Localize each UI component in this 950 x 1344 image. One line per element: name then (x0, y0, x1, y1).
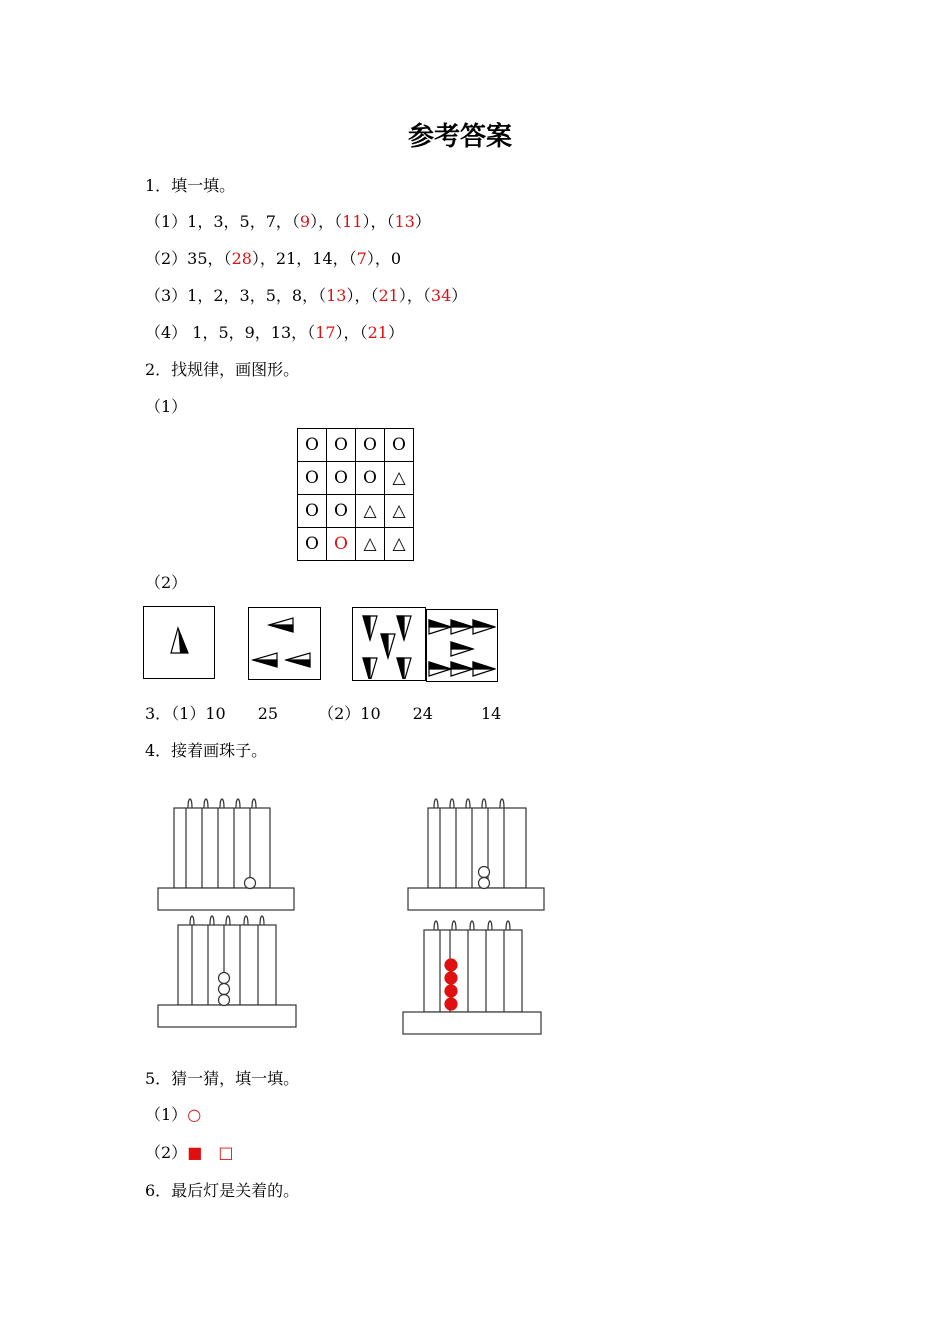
punctuation: （ (370, 286, 379, 305)
answer-value: 21 (367, 323, 388, 342)
punctuation: （ (386, 212, 395, 231)
grid-cell: △ (356, 495, 385, 528)
triangle-icon (144, 607, 213, 677)
shape-box-2 (248, 607, 321, 680)
grid-cell: O (327, 429, 356, 462)
q5-answer-1 (145, 1104, 201, 1126)
punctuation: ）， (335, 323, 360, 342)
q5-a1-prefix: （1） (145, 1105, 188, 1124)
hollow-square-icon: □ (218, 1143, 234, 1162)
grid-row (298, 528, 414, 561)
q1-row-prefix: （3）1，2，3，5，8， (145, 286, 319, 305)
grid-cell: O (298, 462, 327, 495)
shape-box-4 (426, 609, 498, 682)
punctuation: （ (291, 212, 300, 231)
grid-row (298, 462, 414, 495)
answer-value: 28 (231, 249, 252, 268)
abacus-1 (158, 799, 294, 910)
q2-sub1-label: （1） (145, 397, 188, 416)
q1-row-prefix: （4） 1，5，9，13， (145, 323, 308, 342)
grid-cell: △ (385, 495, 414, 528)
punctuation: （ (422, 286, 431, 305)
shape-box-3 (352, 607, 426, 681)
pattern-grid (297, 428, 414, 561)
grid-cell: O (327, 528, 356, 561)
right-triangles-icon (427, 610, 496, 680)
abacus-4 (403, 921, 541, 1034)
grid-row (298, 429, 414, 462)
answer-value: 13 (394, 212, 415, 231)
q1-row-prefix: （1）1，3，5，7， (145, 212, 292, 231)
answer-value: 11 (342, 212, 363, 231)
abacus-3 (158, 916, 296, 1027)
grid-cell: O (298, 429, 327, 462)
grid-cell: △ (385, 462, 414, 495)
answer-value: 17 (315, 323, 336, 342)
q5-answer-2 (145, 1142, 233, 1164)
punctuation: （ (223, 249, 232, 268)
grid-cell: O (327, 462, 356, 495)
down-triangles-icon (353, 608, 424, 679)
answer-value: 13 (326, 286, 347, 305)
left-triangles-icon (249, 608, 319, 678)
grid-cell: O (298, 528, 327, 561)
page-title: 参考答案 (407, 122, 512, 152)
punctuation: ）， (310, 212, 335, 231)
punctuation: ） (414, 212, 431, 231)
punctuation: ），21，14， (251, 249, 349, 268)
q1-row-3 (145, 285, 467, 307)
punctuation: （ (359, 323, 368, 342)
answer-value: 21 (378, 286, 399, 305)
q1-row-prefix: （2）35， (145, 249, 224, 268)
q5-heading: 5．猜一猜，填一填。 (145, 1069, 300, 1088)
q5-a2-prefix: （2） (145, 1143, 188, 1162)
q1-heading: 1．填一填。 (145, 176, 236, 195)
grid-cell: O (356, 429, 385, 462)
q2-sub2-label: （2） (145, 573, 188, 592)
q2-heading: 2．找规律，画图形。 (145, 360, 300, 379)
punctuation: （ (334, 212, 343, 231)
answer-value: 7 (356, 249, 367, 268)
q1-row-4 (145, 322, 404, 344)
grid-cell: O (298, 495, 327, 528)
punctuation: ）， (398, 286, 423, 305)
grid-cell: △ (356, 528, 385, 561)
q1-row-1 (145, 211, 431, 233)
punctuation: （ (318, 286, 327, 305)
grid-cell: O (327, 495, 356, 528)
grid-cell: △ (385, 528, 414, 561)
abacus-figures (150, 790, 570, 1045)
answer-value: 9 (299, 212, 311, 231)
punctuation: ），0 (366, 249, 402, 268)
q6-answer: 6．最后灯是关着的。 (145, 1181, 300, 1200)
q3-answer: 3．（1）10 25 （2）10 24 14 (145, 704, 502, 723)
grid-cell: O (385, 429, 414, 462)
shape-box-1 (143, 606, 215, 679)
punctuation: ）， (346, 286, 371, 305)
circle-icon: ○ (187, 1105, 202, 1124)
punctuation: （ (307, 323, 316, 342)
abacus-2 (408, 799, 544, 910)
punctuation: ）， (362, 212, 387, 231)
punctuation: （ (348, 249, 357, 268)
answer-value: 34 (430, 286, 452, 305)
q1-row-2 (145, 248, 401, 270)
punctuation: ） (387, 323, 404, 342)
punctuation: ） (451, 286, 468, 305)
grid-cell: O (356, 462, 385, 495)
filled-square-icon: ■ (187, 1143, 203, 1162)
q4-heading: 4．接着画珠子。 (145, 741, 268, 760)
grid-row (298, 495, 414, 528)
